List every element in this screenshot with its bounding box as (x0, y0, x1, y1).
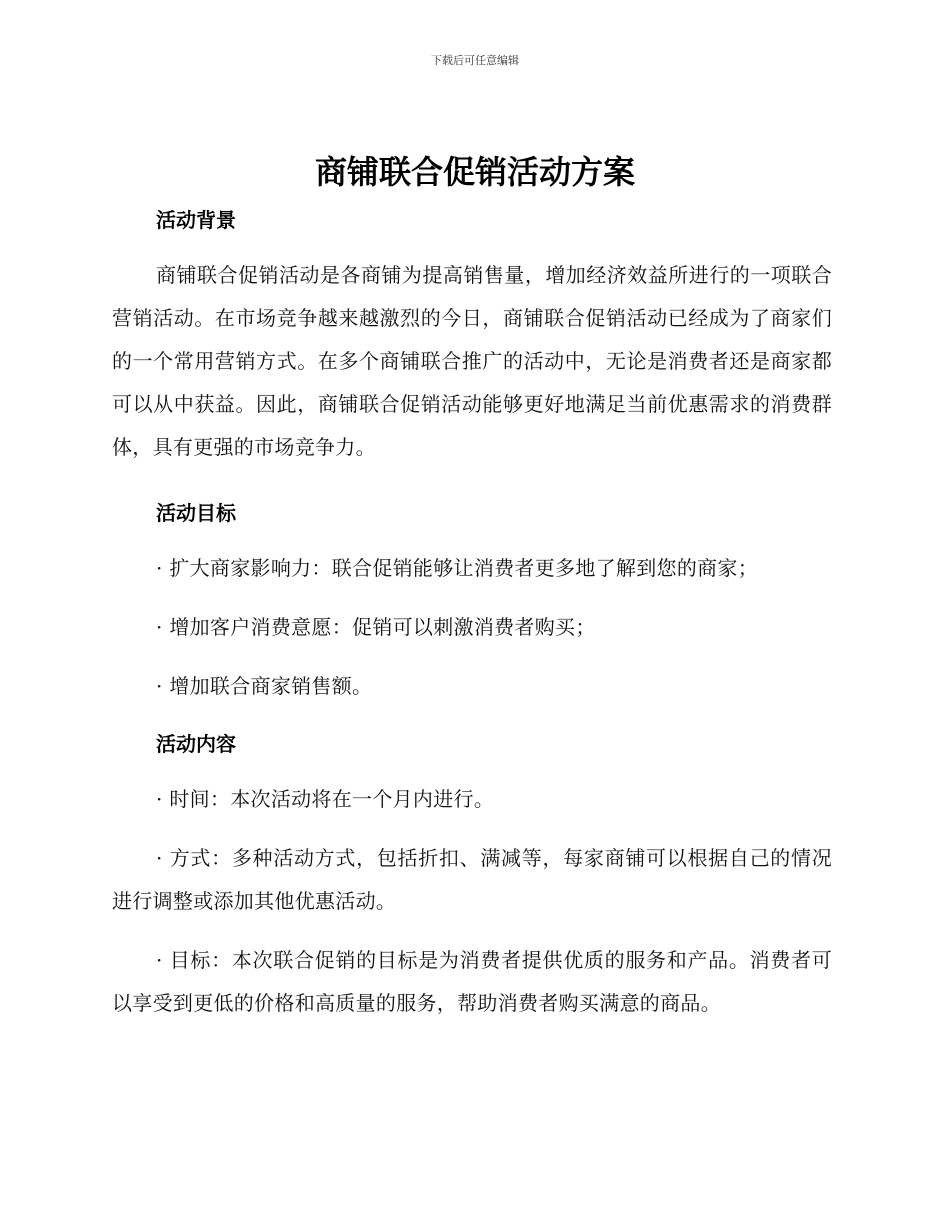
background-paragraph: 商铺联合促销活动是各商铺为提高销售量，增加经济效益所进行的一项联合营销活动。在市场竞争越来越激烈的今日，商铺联合促销活动已经成为了商家们的一个常用营销方式。在多个商铺联合推广的活动中，无论是消费者还是商家都可以从中获益。因此，商铺联合促销活动能够更好地满足当前优惠需求的消费群体，具有更强的市场竞争力。 (112, 263, 832, 459)
content-item: · 目标：本次联合促销的目标是为消费者提供优质的服务和产品。消费者可以享受到更低的价格和高质量的服务，帮助消费者购买满意的商品。 (112, 948, 832, 1015)
goal-item: · 增加联合商家销售额。 (156, 674, 373, 698)
goal-item: · 扩大商家影响力：联合促销能够让消费者更多地了解到您的商家； (156, 556, 759, 580)
document-title: 商铺联合促销活动方案 (314, 153, 635, 191)
content-item: · 时间：本次活动将在一个月内进行。 (156, 787, 495, 811)
content-item: · 方式：多种活动方式，包括折扣、满减等，每家商铺可以根据自己的情况进行调整或添加其他优惠活动。 (112, 846, 832, 913)
goal-item: · 增加客户消费意愿：促销可以刺激消费者购买； (156, 615, 596, 639)
header-note: 下载后可任意编辑 (431, 54, 519, 67)
section-heading-background: 活动背景 (156, 208, 236, 232)
document-body (112, 200, 832, 1025)
section-heading-content: 活动内容 (156, 732, 236, 756)
section-heading-goals: 活动目标 (156, 501, 236, 525)
